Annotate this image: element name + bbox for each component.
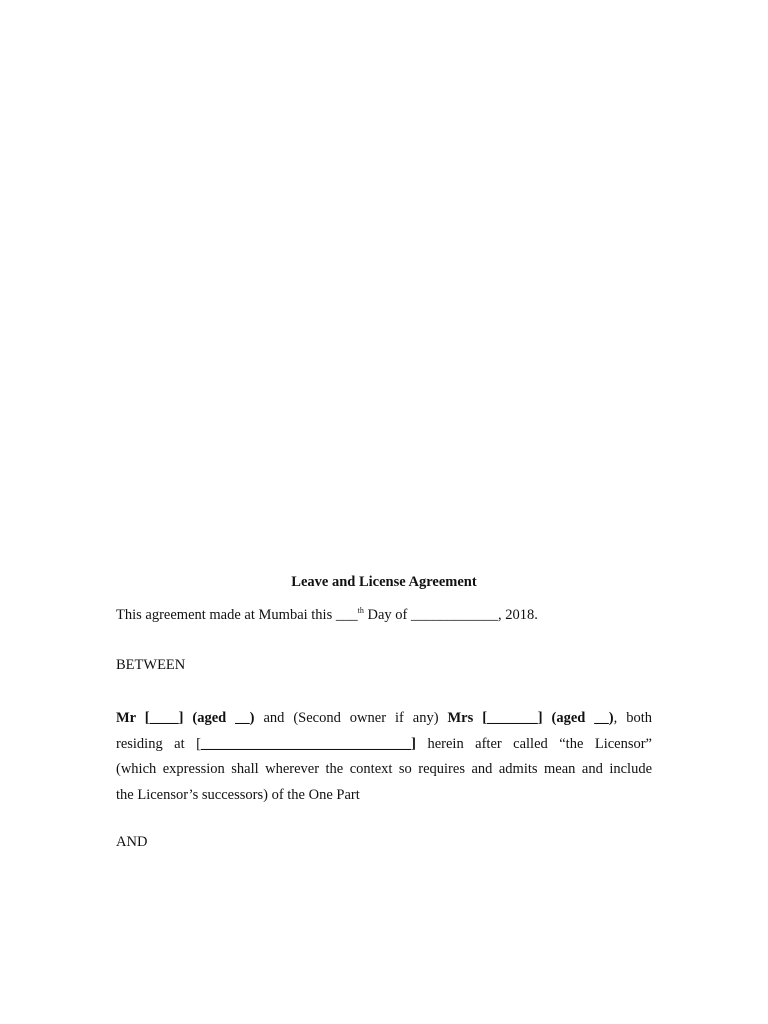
licensor-paragraph: [116, 706, 652, 808]
document-title: Leave and License Agreement: [291, 574, 477, 590]
licensor-line-4: the Licensor’s successors) of the One Part: [116, 786, 360, 803]
between-heading: BETWEEN: [116, 657, 186, 673]
intro-text-end: Day of ____________, 2018.: [363, 607, 538, 623]
licensor-line-2: [116, 732, 652, 758]
mrs-name-field: Mrs [_______] (aged __): [447, 710, 614, 726]
intro-line: [116, 605, 538, 625]
both-text: , both: [613, 710, 652, 726]
intro-text-start: This agreement made at Mumbai this ___: [116, 607, 358, 623]
and-heading: AND: [116, 834, 148, 850]
second-owner-text: and (Second owner if any): [254, 710, 448, 726]
residing-at-text: residing at [: [116, 735, 201, 752]
ordinal-suffix: th: [357, 606, 364, 615]
licensor-line-3: (which expression shall wherever the context so requires and admits mean and include: [116, 761, 652, 777]
address-blank-field: _____________________________]: [200, 735, 417, 752]
licensor-line-1: [116, 706, 652, 732]
licensor-defined-text: herein after called “the Licensor”: [416, 735, 652, 752]
mr-name-field: Mr [____] (aged __): [116, 710, 255, 726]
